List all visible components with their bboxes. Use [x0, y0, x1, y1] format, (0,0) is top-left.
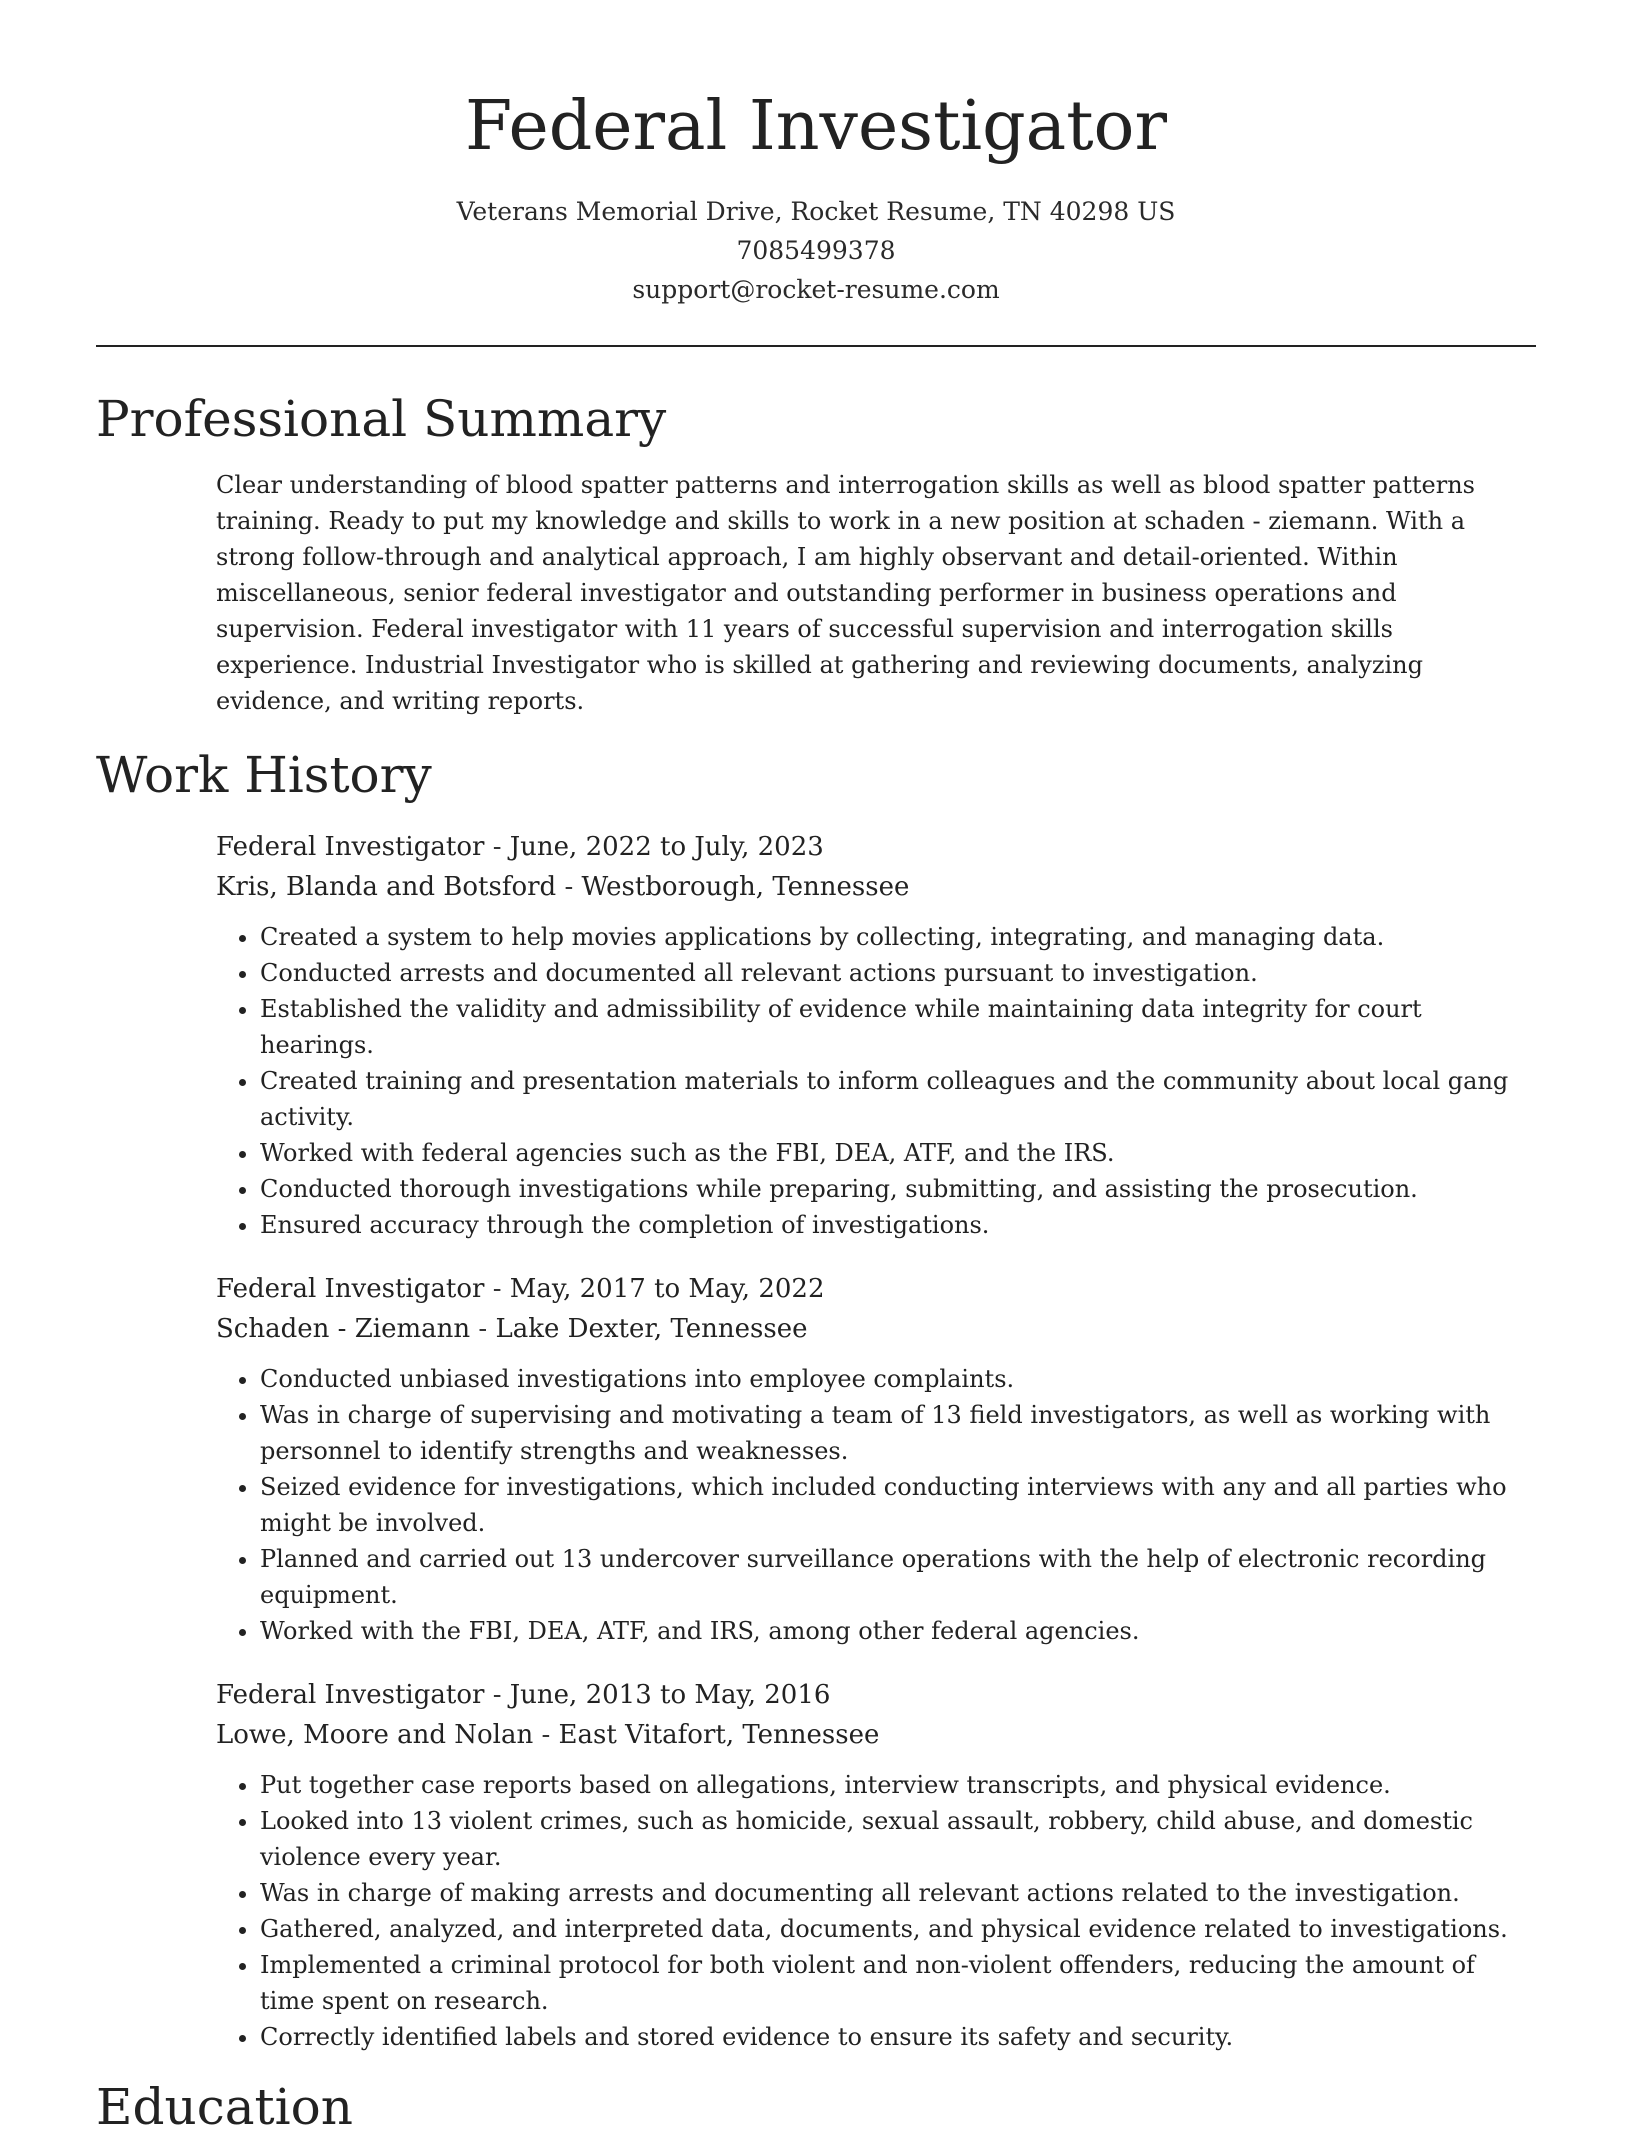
job-bullet: • Was in charge of supervising and motivating a team of 13 field investigators, as well as working with personnel to identify strengths and weaknesses.	[260, 1397, 1536, 1469]
job-company-line	[216, 1309, 1536, 1349]
job-bullet: • Implemented a criminal protocol for both violent and non-violent offenders, reducing the amount of time spent on research.	[260, 1947, 1536, 2019]
job-entry	[216, 1675, 1536, 2055]
job-company: Schaden - Ziemann	[216, 1314, 471, 1344]
job-location: East Vitafort, Tennessee	[558, 1720, 880, 1750]
job-separator: -	[541, 1720, 559, 1750]
job-bullet: • Worked with federal agencies such as the FBI, DEA, ATF, and the IRS.	[260, 1135, 1536, 1171]
job-company: Kris, Blanda and Botsford	[216, 872, 557, 902]
job-company: Lowe, Moore and Nolan	[216, 1720, 534, 1750]
job-bullet: • Correctly identified labels and stored evidence to ensure its safety and security.	[260, 2019, 1536, 2055]
job-bullets	[216, 919, 1536, 1243]
job-title-line	[216, 1269, 1536, 1309]
job-location: Lake Dexter, Tennessee	[495, 1314, 808, 1344]
job-bullet: • Ensured accuracy through the completion of investigations.	[260, 1207, 1536, 1243]
job-bullet: • Seized evidence for investigations, which included conducting interviews with any and all parties who might be involved.	[260, 1469, 1536, 1541]
education-title: Education	[96, 2078, 353, 2136]
job-location: Westborough, Tennessee	[581, 872, 910, 902]
job-separator: -	[492, 1680, 510, 1710]
job-title-line	[216, 827, 1536, 867]
job-bullets	[216, 1361, 1536, 1649]
job-bullet: • Put together case reports based on allegations, interview transcripts, and physical evidence.	[260, 1767, 1536, 1803]
work-history-section	[96, 745, 1536, 2055]
header-divider	[96, 345, 1536, 347]
job-separator: -	[492, 832, 510, 862]
summary-text: Clear understanding of blood spatter patterns and interrogation skills as well as blood spatter patterns training. Ready to put my knowledge and skills to work in a new position at schaden - ziemann. With a strong follow-through and analytical approach, I am highly observant and detail-oriented. Within miscellaneous, senior federal investigator and outstanding performer in business operations and supervision. Federal investigator with 11 years of successful supervision and interrogation skills experience. Industrial Investigator who is skilled at gathering and reviewing documents, analyzing evidence, and writing reports.	[216, 471, 1475, 715]
job-bullet: • Worked with the FBI, DEA, ATF, and IRS, among other federal agencies.	[260, 1613, 1536, 1649]
resume-name: Federal Investigator	[464, 87, 1167, 166]
job-bullet: • Created a system to help movies applications by collecting, integrating, and managing data.	[260, 919, 1536, 955]
contact-address: Veterans Memorial Drive, Rocket Resume, TN 40298 US	[456, 197, 1176, 226]
job-bullet: • Established the validity and admissibility of evidence while maintaining data integrity for court hearings.	[260, 991, 1536, 1063]
job-bullet: • Gathered, analyzed, and interpreted data, documents, and physical evidence related to investigations.	[260, 1911, 1536, 1947]
contact-info	[96, 192, 1536, 309]
education-section	[96, 2077, 1536, 2137]
job-bullet: • Conducted thorough investigations while preparing, submitting, and assisting the prosecution.	[260, 1171, 1536, 1207]
job-company-line	[216, 1715, 1536, 1755]
job-dates: June, 2022 to July, 2023	[509, 832, 824, 862]
job-title: Federal Investigator	[216, 1274, 485, 1304]
job-title: Federal Investigator	[216, 1680, 485, 1710]
job-dates: June, 2013 to May, 2016	[509, 1680, 831, 1710]
job-separator: -	[564, 872, 582, 902]
job-bullet: • Created training and presentation materials to inform colleagues and the community about local gang activity.	[260, 1063, 1536, 1135]
work-history-title: Work History	[96, 746, 432, 804]
job-bullet: • Was in charge of making arrests and documenting all relevant actions related to the investigation.	[260, 1875, 1536, 1911]
job-title: Federal Investigator	[216, 832, 485, 862]
job-bullets	[216, 1767, 1536, 2055]
job-bullet: • Conducted unbiased investigations into employee complaints.	[260, 1361, 1536, 1397]
job-entry	[216, 1269, 1536, 1649]
job-separator: -	[478, 1314, 496, 1344]
contact-email: support@rocket-resume.com	[632, 275, 1000, 304]
job-company-line	[216, 867, 1536, 907]
resume-header	[96, 0, 1536, 309]
summary-title: Professional Summary	[96, 390, 667, 448]
job-dates: May, 2017 to May, 2022	[509, 1274, 825, 1304]
job-separator: -	[492, 1274, 510, 1304]
job-entry	[216, 827, 1536, 1243]
contact-phone: 7085499378	[736, 236, 896, 265]
job-bullet: • Conducted arrests and documented all relevant actions pursuant to investigation.	[260, 955, 1536, 991]
job-title-line	[216, 1675, 1536, 1715]
job-bullet: • Looked into 13 violent crimes, such as homicide, sexual assault, robbery, child abuse, and domestic violence every year.	[260, 1803, 1536, 1875]
job-bullet: • Planned and carried out 13 undercover surveillance operations with the help of electronic recording equipment.	[260, 1541, 1536, 1613]
summary-section	[96, 389, 1536, 719]
